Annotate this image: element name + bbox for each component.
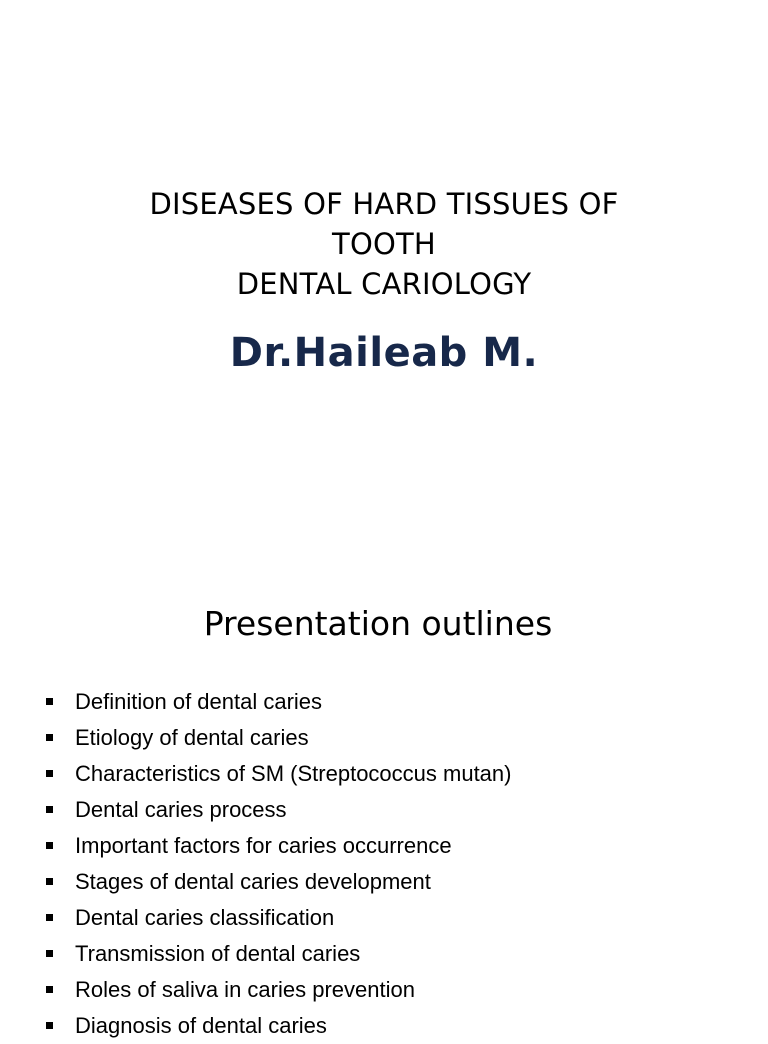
list-item <box>44 720 511 756</box>
square-bullet-icon <box>46 914 53 921</box>
square-bullet-icon <box>46 842 53 849</box>
list-item <box>44 828 511 864</box>
square-bullet-icon <box>46 950 53 957</box>
square-bullet-icon <box>46 878 53 885</box>
outline-list <box>44 684 511 1044</box>
square-bullet-icon <box>46 698 53 705</box>
list-item <box>44 684 511 720</box>
list-item-label: Important factors for caries occurrence <box>75 833 452 858</box>
slide-title <box>0 184 768 304</box>
square-bullet-icon <box>46 806 53 813</box>
list-item-label: Diagnosis of dental caries <box>75 1013 327 1038</box>
list-item-label: Dental caries classification <box>75 905 335 930</box>
list-item <box>44 1008 511 1044</box>
list-item-label: Dental caries process <box>75 797 287 822</box>
title-line-1: DISEASES OF HARD TISSUES OF <box>149 187 619 221</box>
square-bullet-icon <box>46 734 53 741</box>
list-item <box>44 900 511 936</box>
square-bullet-icon <box>46 1022 53 1029</box>
list-item-label: Characteristics of SM (Streptococcus mutan) <box>75 761 512 786</box>
list-item <box>44 756 511 792</box>
list-item <box>44 972 511 1008</box>
list-item <box>44 936 511 972</box>
list-item <box>44 864 511 900</box>
square-bullet-icon <box>46 986 53 993</box>
outline-slide <box>0 576 768 1038</box>
square-bullet-icon <box>46 770 53 777</box>
title-line-2: TOOTH <box>332 227 436 261</box>
list-item-label: Roles of saliva in caries prevention <box>75 977 415 1002</box>
list-item-label: Etiology of dental caries <box>75 725 309 750</box>
title-line-3: DENTAL CARIOLOGY <box>236 267 532 301</box>
author-name: Dr.Haileab M. <box>229 330 539 376</box>
outline-heading: Presentation outlines <box>203 604 553 643</box>
list-item-label: Stages of dental caries development <box>75 869 431 894</box>
list-item <box>44 792 511 828</box>
list-item-label: Transmission of dental caries <box>75 941 361 966</box>
list-item-label: Definition of dental caries <box>75 689 323 714</box>
